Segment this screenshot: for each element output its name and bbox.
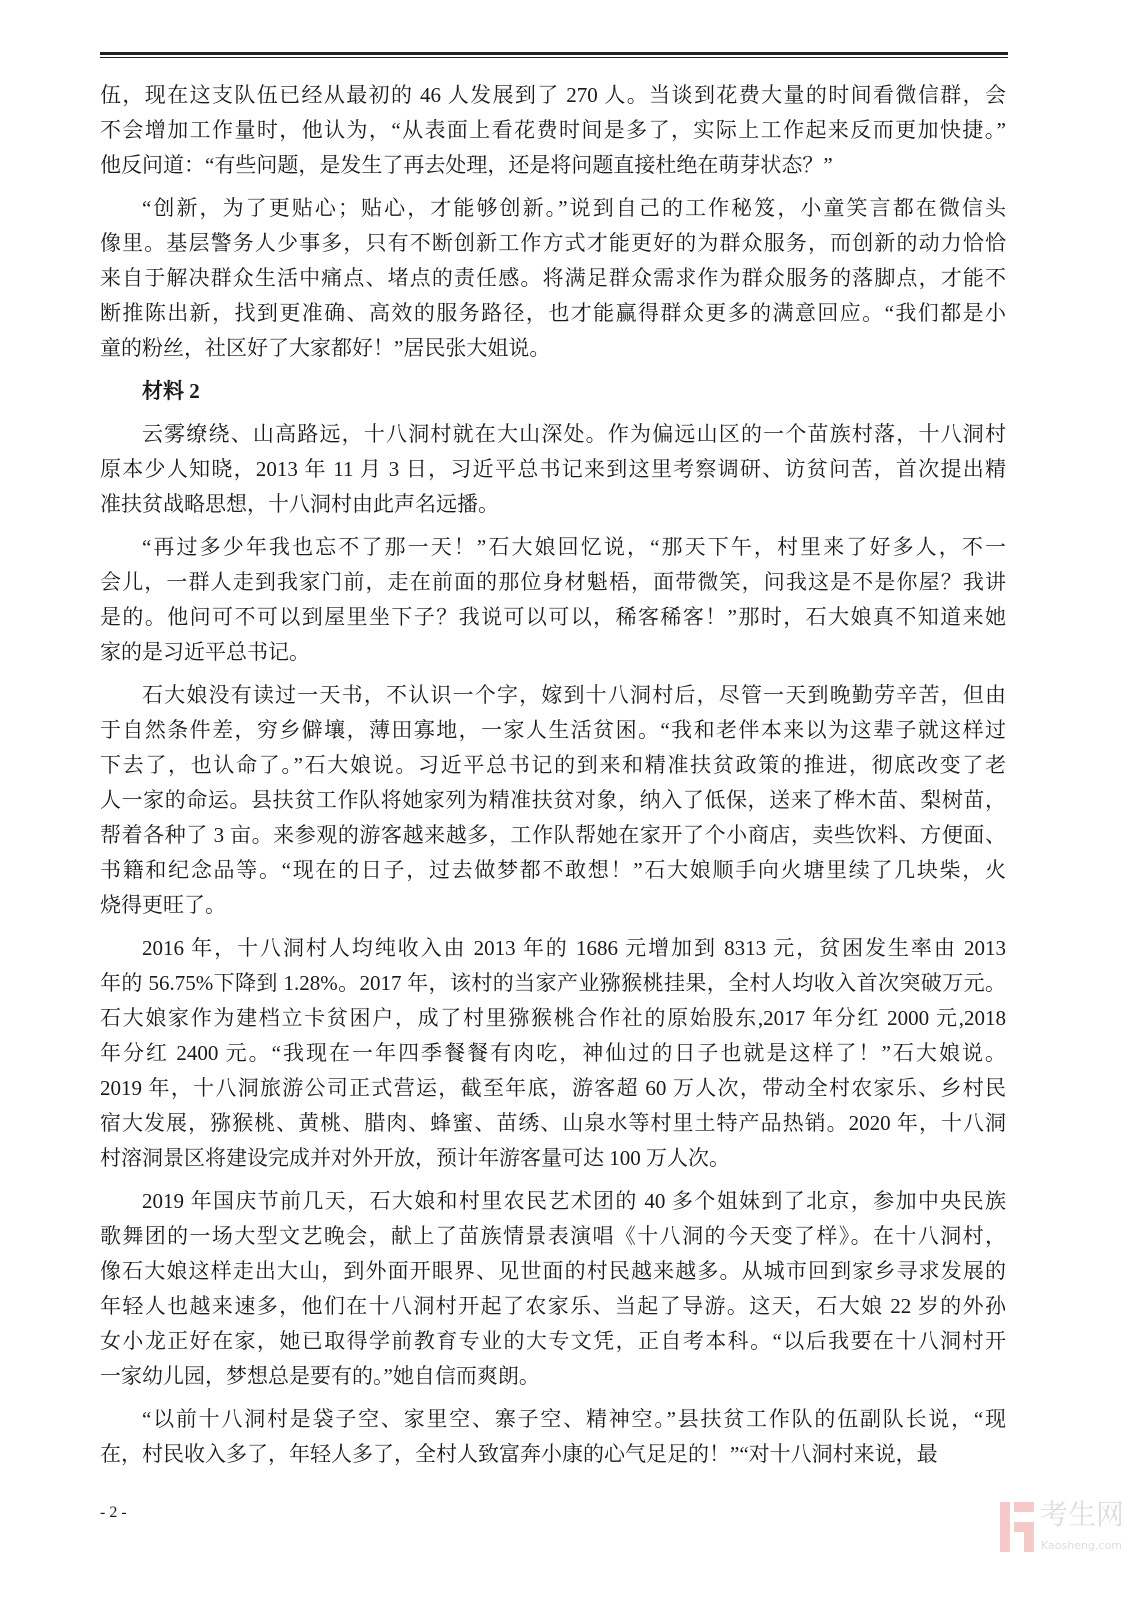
text-line: 歌舞团的一场大型文艺晚会，献上了苗族情景表演唱《十八洞的今天变了样》。在十八洞村， xyxy=(100,1224,1006,1248)
paragraph xyxy=(100,1184,1006,1394)
text-line: 材料 2 xyxy=(142,379,200,403)
text-line: 年轻人也越来速多，他们在十八洞村开起了农家乐、当起了导游。这天，石大娘 22 岁的外孙 xyxy=(100,1294,1006,1318)
text-line: “以前十八洞村是袋子空、家里空、寨子空、精神空。”县扶贫工作队的伍副队长说，“现 xyxy=(142,1407,1006,1431)
text-line: 书籍和纪念品等。“现在的日子，过去做梦都不敢想！”石大娘顺手向火塘里续了几块柴，火 xyxy=(100,858,1006,882)
text-line: 断推陈出新，找到更准确、高效的服务路径，也才能赢得群众更多的满意回应。“我们都是小 xyxy=(100,301,1006,325)
paragraph xyxy=(100,931,1006,1176)
document-body xyxy=(100,78,1006,1480)
text-line: 像石大娘这样走出大山，到外面开眼界、见世面的村民越来越多。从城市回到家乡寻求发展的 xyxy=(100,1259,1006,1283)
text-line: 准扶贫战略思想，十八洞村由此声名远播。 xyxy=(100,492,499,516)
paragraph xyxy=(100,530,1006,670)
text-line: 伍，现在这支队伍已经从最初的 46 人发展到了 270 人。当谈到花费大量的时间看微信群，会 xyxy=(100,83,1006,107)
header-double-rule xyxy=(100,52,1008,58)
text-line: 石大娘没有读过一天书，不认识一个字，嫁到十八洞村后，尽管一天到晚勤劳辛苦，但由 xyxy=(142,683,1006,707)
text-line: 在，村民收入多了，年轻人多了，全村人致富奔小康的心气足足的！”“对十八洞村来说，最 xyxy=(100,1442,938,1466)
paragraph xyxy=(100,191,1006,366)
paragraph xyxy=(100,678,1006,923)
text-line: 来自于解决群众生活中痛点、堵点的责任感。将满足群众需求作为群众服务的落脚点，才能不 xyxy=(100,266,1006,290)
text-line: 年的 56.75%下降到 1.28%。2017 年，该村的当家产业猕猴桃挂果，全村人均收入首次突破万元。 xyxy=(100,971,1006,995)
text-line: 2019 年国庆节前几天，石大娘和村里农民艺术团的 40 多个姐妹到了北京，参加中央民族 xyxy=(142,1189,1006,1213)
logo-text-cn: 考生网 xyxy=(1040,1498,1125,1531)
paragraph xyxy=(100,78,1006,183)
text-line: “再过多少年我也忘不了那一天！”石大娘回忆说，“那天下午，村里来了好多人，不一 xyxy=(142,535,1006,559)
text-line: 原本少人知晓，2013 年 11 月 3 日，习近平总书记来到这里考察调研、访贫问苦，首次提出精 xyxy=(100,457,1006,481)
text-line: 是的。他问可不可以到屋里坐下子？我说可以可以，稀客稀客！”那时，石大娘真不知道来她 xyxy=(100,605,1006,629)
text-line: 会儿，一群人走到我家门前，走在前面的那位身材魁梧，面带微笑，问我这是不是你屋？我讲 xyxy=(100,570,1006,594)
text-line: 2019 年，十八洞旅游公司正式营运，截至年底，游客超 60 万人次，带动全村农家乐、乡村民 xyxy=(100,1076,1006,1100)
text-line: 帮着各种了 3 亩。来参观的游客越来越多，工作队帮她在家开了个小商店，卖些饮料、方便面、 xyxy=(100,823,1006,847)
text-line: 童的粉丝，社区好了大家都好！”居民张大姐说。 xyxy=(100,336,551,360)
text-line: 下去了，也认命了。”石大娘说。习近平总书记的到来和精准扶贫政策的推进，彻底改变了老 xyxy=(100,753,1006,777)
text-line: 家的是习近平总书记。 xyxy=(100,640,310,664)
paragraph xyxy=(100,1402,1006,1472)
text-line: 宿大发展，猕猴桃、黄桃、腊肉、蜂蜜、苗绣、山泉水等村里土特产品热销。2020 年，十八洞 xyxy=(100,1111,1006,1135)
text-line: “创新，为了更贴心；贴心，才能够创新。”说到自己的工作秘笈，小童笑言都在微信头 xyxy=(142,196,1006,220)
text-line: 于自然条件差，穷乡僻壤，薄田寡地，一家人生活贫困。“我和老伴本来以为这辈子就这样过 xyxy=(100,718,1006,742)
paragraph xyxy=(100,417,1006,522)
logo-text-en: Kaosheng.com xyxy=(1041,1539,1122,1552)
text-line: 年分红 2400 元。“我现在一年四季餐餐有肉吃，神仙过的日子也就是这样了！”石大娘说。 xyxy=(100,1041,1006,1065)
text-line: 烧得更旺了。 xyxy=(100,893,226,917)
text-line: 村溶洞景区将建设完成并对外开放，预计年游客量可达 100 万人次。 xyxy=(100,1146,730,1170)
section-heading xyxy=(100,374,1006,409)
text-line: 不会增加工作量时，他认为，“从表面上看花费时间是多了，实际上工作起来反而更加快捷。” xyxy=(100,118,1006,142)
text-line: 女小龙正好在家，她已取得学前教育专业的大专文凭，正自考本科。“以后我要在十八洞村开 xyxy=(100,1329,1006,1353)
text-line: 2016 年，十八洞村人均纯收入由 2013 年的 1686 元增加到 8313 元，贫困发生率由 2013 xyxy=(142,936,1006,960)
text-line: 人一家的命运。县扶贫工作队将她家列为精准扶贫对象，纳入了低保，送来了桦木苗、梨树苗， xyxy=(100,788,1006,812)
page-number: - 2 - xyxy=(100,1504,127,1521)
text-line: 他反问道：“有些问题，是发生了再去处理，还是将问题直接杜绝在萌芽状态？” xyxy=(100,153,833,177)
text-line: 石大娘家作为建档立卡贫困户，成了村里猕猴桃合作社的原始股东,2017 年分红 2000 元,2018 xyxy=(100,1006,1006,1030)
logo-mark-icon xyxy=(1000,1502,1034,1552)
text-line: 一家幼儿园，梦想总是要有的。”她自信而爽朗。 xyxy=(100,1364,540,1388)
text-line: 云雾缭绕、山高路远，十八洞村就在大山深处。作为偏远山区的一个苗族村落，十八洞村 xyxy=(142,422,1006,446)
text-line: 像里。基层警务人少事多，只有不断创新工作方式才能更好的为群众服务，而创新的动力恰恰 xyxy=(100,231,1006,255)
